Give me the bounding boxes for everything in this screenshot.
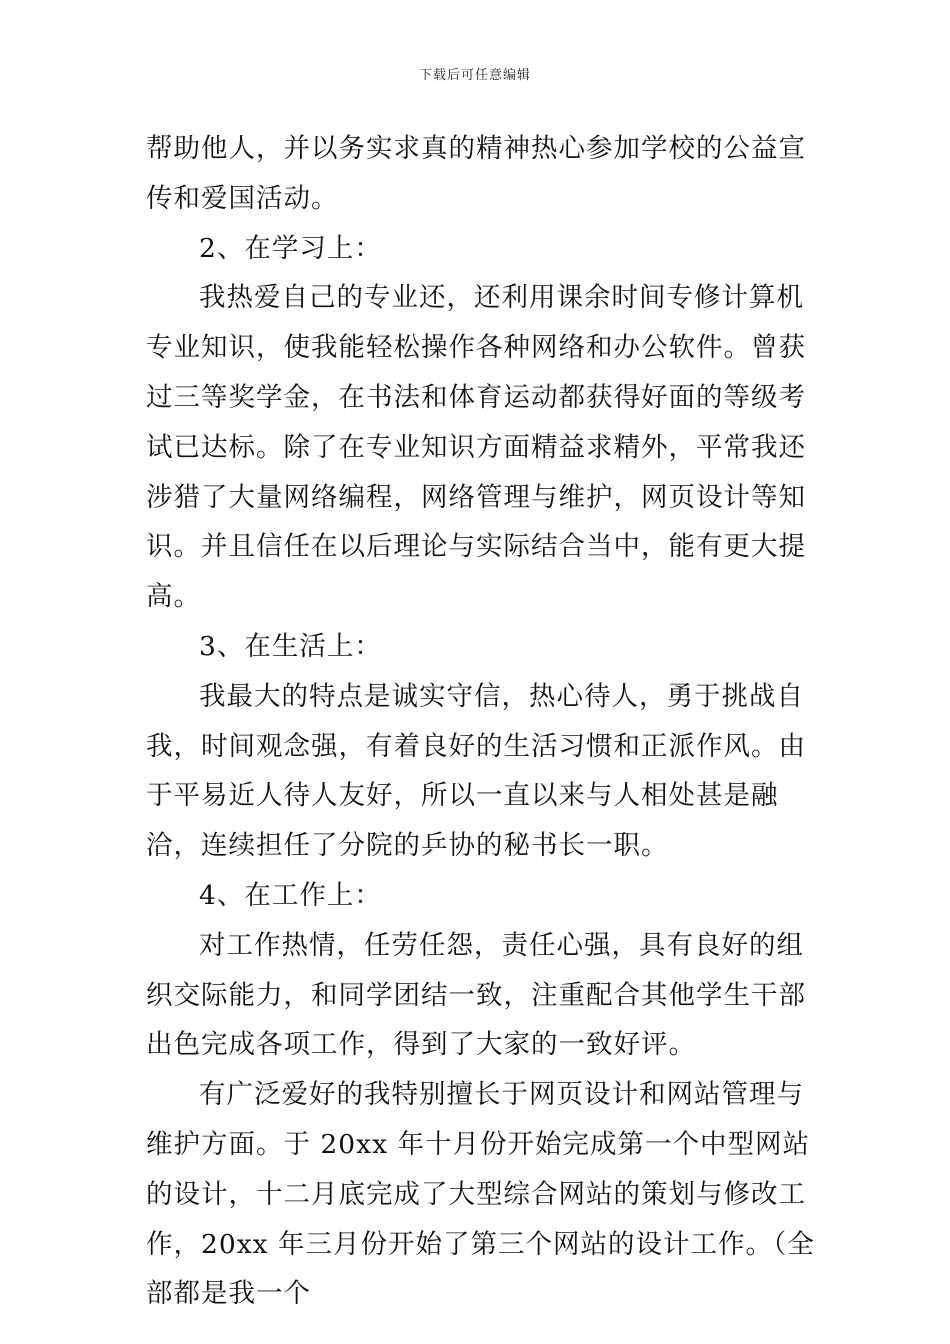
page-header: 下载后可任意编辑 [418, 68, 531, 83]
paragraph-continued: 帮助他人，并以务实求真的精神热心参加学校的公益宣传和爱国活动。 [146, 133, 806, 214]
section-heading-study: 2、在学习上： [199, 232, 382, 264]
paragraph-work: 对工作热情，任劳任怨，责任心强，具有良好的组织交际能力，和同学团结一致，注重配合其他学生干部出色完成各项工作，得到了大家的一致好评。 [146, 929, 806, 1061]
document-body [146, 124, 816, 1319]
paragraph-life: 我最大的特点是诚实守信，热心待人，勇于挑战自我，时间观念强，有着良好的生活习惯和正派作风。由于平易近人待人友好，所以一直以来与人相处甚是融洽，连续担任了分院的乒协的秘书长一职。 [146, 680, 806, 862]
paragraph-study: 我热爱自己的专业还，还利用课余时间专修计算机专业知识，使我能轻松操作各种网络和办公软件。曾获过三等奖学金，在书法和体育运动都获得好面的等级考试已达标。除了在专业知识方面精益求精外，平常我还涉猎了大量网络编程，网络管理与维护，网页设计等知识。并且信任在以后理论与实际结合当中，能有更大提高。 [146, 282, 806, 613]
paragraph-hobbies: 有广泛爱好的我特别擅长于网页设计和网站管理与维护方面。于 20xx 年十月份开始完成第一个中型网站的设计，十二月底完成了大型综合网站的策划与修改工作，20xx 年三月份开始了第三个网站的设计工作。（全部都是我一个 [146, 1079, 815, 1310]
section-heading-life: 3、在生活上： [199, 630, 382, 662]
section-heading-work: 4、在工作上： [199, 879, 382, 911]
